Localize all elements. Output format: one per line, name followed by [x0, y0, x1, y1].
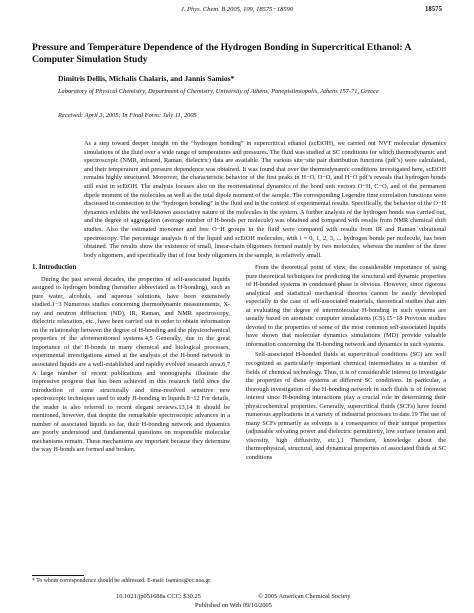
section-heading: 1. Introduction [32, 264, 77, 271]
doi-line: 10.1021/jp051688a CCC: $30.25 [116, 593, 201, 600]
received-dates: Received: April 3, 2005; In Final Form: July 11, 2005 [58, 112, 197, 119]
running-header: J. Phys. Chem. B 2005, 109, 18575−18590 [180, 6, 294, 13]
published-date: Published on Web 09/10/2005 [195, 602, 272, 609]
article-title: Pressure and Temperature Dependence of the Hydrogen Bonding in Supercritical Ethanol: A Computer Simulation Study [32, 42, 411, 65]
copyright-line: © 2005 American Chemical Society [258, 593, 351, 600]
affiliation: Laboratory of Physical Chemistry, Department of Chemistry, University of Athens, Panepistimiopolis, Athens 157-71, Greece [58, 88, 379, 95]
footnote-divider [32, 575, 84, 576]
paragraph: During the past several decades, the properties of self-associated liquids assigned to hydrogen bonding (hereafter abbreviated as H-bonding), such as pure water, alcohols, and aqueous solutions, have been extensively studied.1−3 Numerous studies concerning thermodynamic measurements, X-ray and neutron diffraction (ND), IR, Raman, and NMR spectroscopy, dielectric relaxation, etc., have been carried out in order to obtain information on the relationship between the degree of H-bonding and the physicochemical properties of the aforementioned systems.4,5 Generally, due to the great importance of the H-bonds in many chemical and biological processes, experimental investigations aimed at the analysis of the H-bond network in associated liquids are a well-established and rapidly evolved research area.6,7 A large number of recent publications and monographs illustrate the impressive progress that has been achieved in this research field since the introduction of some structurally and time-resolved sensitive new spectroscopic techniques used to study H-bonding in liquids.8−12 For details, the reader is also referred to recent elegant reviews.13,14 It should be mentioned, however, that despite the remarkable spectroscopic advances in a number of associated liquids so far, their H-bonding network and dynamics are poorly understood and fundamental questions on responsible molecular mechanisms remain. These mechanisms are important because they determine the way H-bonds are formed and broken. [32, 275, 230, 454]
left-column [32, 264, 230, 455]
right-column [246, 264, 446, 463]
abstract: As a step toward deeper insight on the “hydrogen bonding” in supercritical ethanol (scEtOH), we carried out NVT molecular dynamics simulations of the fluid over a wide range of temperatures and pressures. The fluid was studied at SC conditions for which thermodynamic and spectroscopic (NMR, infrared, Raman, dielectric) data are available. The various site−site pair distribution functions (pdf’s) were calculated, and their temperature and pressure dependence was obtained. It was found that over the thermodynamic conditions investigated here, scEtOH remains highly structured. Moreover, the characteristic behavior of the first peaks in H−O, O−O, and H−O pdf’s reveals that hydrogen bonds still exist in scEtOH. The analysis focuses also on the reorientational dynamics of the bond unit vectors O−H, C−O, and of the permanent dipole moment of the molecules as well as the total dipole moment of the sample. The corresponding Legendre time correlation functions were discussed in connection to the “hydrogen bonding” in the fluid and in the context of experimental results. Specifically, the behavior of the O−H dynamics exhibits the well-known associative nature of the molecules in the system. A further analysis of the hydrogen bonds was carried out, and the degree of aggregation (average number of H-bonds per molecule) was obtained and compared with results from NMR chemical shift studies. Also the estimated monomer and free O−H groups in the fluid were compared with results from IR and Raman vibrational spectroscopy. The percentage analysis fi of the liquid and scEtOH molecules, with i = 0, 1, 2, 3, ... hydrogen bonds per molecule, has been obtained. The results show the existence of small, linear-chain oligomers formed mainly by two molecules, whereas the number of the three body oligomers, and specifically that of four body oligomers in the sample, is relatively small. [84, 140, 446, 259]
paragraph: Self-associated H-bonded fluids at supercritical conditions (SC) are well recognized as particularly important chemical intermediates in a number of fields of chemical technology. Thus, it is of considerable interest to investigate the properties of these systems at different SC conditions. In particular, a thorough investigation of the H-bonding network in such fluids is of foremost interest since H-bonding interactions play a crucial role in determining their physicochemical properties. Generally, supercritical fluids (SCFs) have found numerous applications in a variety of industrial processes to date.19 The use of many SCFs primarily as solvents is a consequence of their unique properties (adjustable solvating power and dielectric permittivity, low surface tension and viscosity, high diffusivity, etc.).1 Therefore, knowledge about the thermophysical, structural, and dynamical properties of associated fluids at SC conditions [246, 351, 446, 462]
paragraph: From the theoretical point of view, the considerable importance of using pure theoretical techniques for predicting the structural and dynamic properties of H-bonded systems in condensed phase is obvious. However, since rigorous analytical and statistical mechanical theories cannot be easily developed especially in the case of self-associated materials, theoretical studies that aim at evaluating the degree of intermolecular H-bonding in such systems are usually based on atomistic computer simulations (CS).15−18 Previous studies devoted to the properties of some of the most common self-associated liquids have shown that molecular dynamics simulations (MD) provide valuable information concerning the H-bonding network and dynamics in such systems. [246, 264, 446, 348]
correspondence-footnote: * To whom correspondence should be addressed. E-mail: isamios@cc.uoa.gr. [32, 578, 212, 584]
page-number: 18575 [425, 6, 442, 13]
author-list: Dimitris Dellis, Michalis Chalaris, and Jannis Samios* [58, 74, 235, 83]
